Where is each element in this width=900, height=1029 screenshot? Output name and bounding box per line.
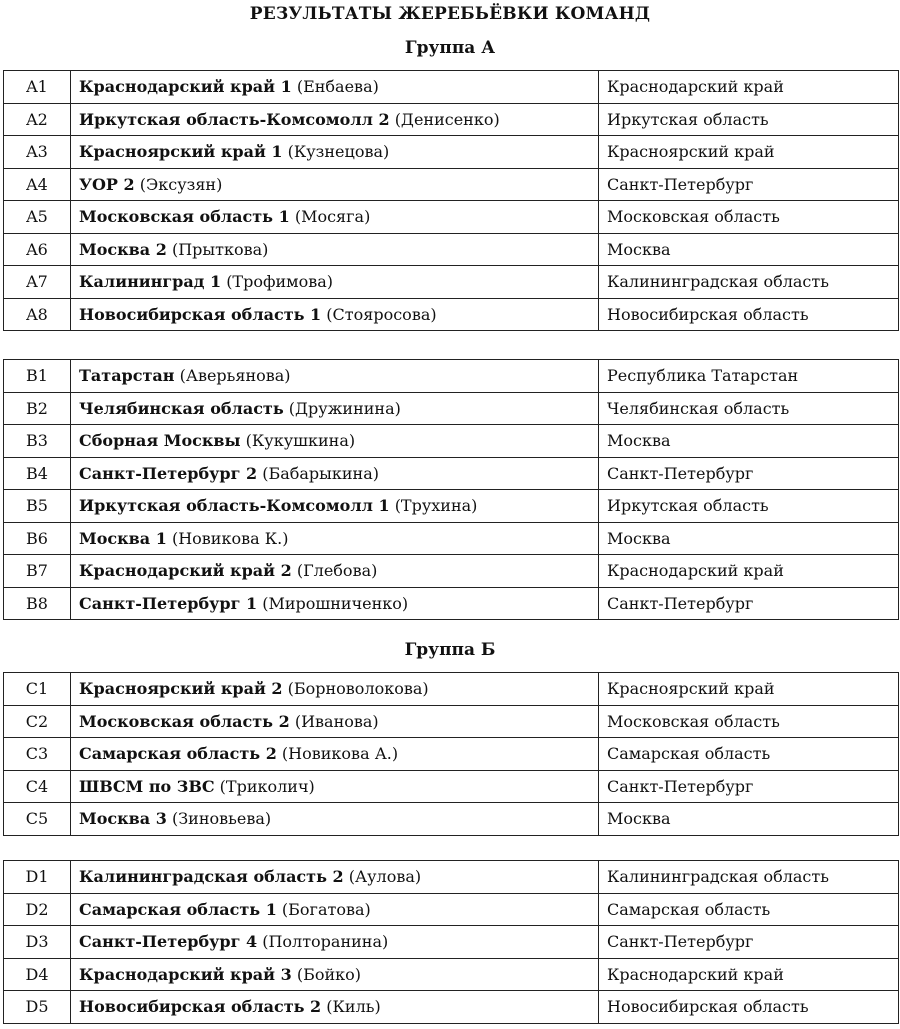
team-cell <box>71 136 599 169</box>
table-row <box>4 705 899 738</box>
team-cell <box>71 392 599 425</box>
team-cell <box>71 991 599 1024</box>
team-name: Краснодарский край 1 <box>79 77 292 97</box>
region-cell: Самарская область <box>599 893 899 926</box>
subgroup-a-table <box>3 70 899 331</box>
table-row <box>4 893 899 926</box>
region-cell: Краснодарский край <box>599 555 899 588</box>
draw-code: C1 <box>4 673 71 706</box>
table-row <box>4 103 899 136</box>
team-name: Санкт-Петербург 1 <box>79 593 258 613</box>
team-cell <box>71 555 599 588</box>
coach-name: (Стояросова) <box>326 304 437 324</box>
table-row <box>4 673 899 706</box>
coach-name: (Кузнецова) <box>287 142 390 162</box>
coach-name: (Денисенко) <box>394 109 500 129</box>
team-name: Москва 2 <box>79 239 167 259</box>
draw-code: A4 <box>4 168 71 201</box>
team-cell <box>71 738 599 771</box>
table-row <box>4 233 899 266</box>
coach-name: (Бабарыкина) <box>262 463 379 483</box>
table-row <box>4 587 899 620</box>
team-name: Краснодарский край 3 <box>79 964 292 984</box>
region-cell: Красноярский край <box>599 136 899 169</box>
draw-code: B2 <box>4 392 71 425</box>
table-row <box>4 958 899 991</box>
coach-name: (Киль) <box>326 997 381 1017</box>
coach-name: (Трухина) <box>394 496 478 516</box>
region-cell: Иркутская область <box>599 490 899 523</box>
coach-name: (Дружинина) <box>288 398 401 418</box>
team-name: Красноярский край 2 <box>79 679 283 699</box>
draw-code: C2 <box>4 705 71 738</box>
draw-code: B7 <box>4 555 71 588</box>
group-a-title: Группа А <box>404 38 496 58</box>
team-name: Москва 3 <box>79 809 167 829</box>
team-name: Иркутская область-Комсомолл 1 <box>79 496 390 516</box>
region-cell: Санкт-Петербург <box>599 457 899 490</box>
team-cell <box>71 803 599 836</box>
team-cell <box>71 770 599 803</box>
table-row <box>4 555 899 588</box>
draw-code: A6 <box>4 233 71 266</box>
region-cell: Санкт-Петербург <box>599 770 899 803</box>
team-name: Новосибирская область 1 <box>79 304 322 324</box>
team-cell <box>71 168 599 201</box>
team-name: Москва 1 <box>79 528 167 548</box>
table-row <box>4 457 899 490</box>
draw-code: D2 <box>4 893 71 926</box>
team-cell <box>71 893 599 926</box>
team-name: ШВСМ по ЗВС <box>79 776 215 796</box>
region-cell: Самарская область <box>599 738 899 771</box>
draw-code: B5 <box>4 490 71 523</box>
region-cell: Москва <box>599 522 899 555</box>
team-name: Иркутская область-Комсомолл 2 <box>79 109 390 129</box>
team-name: Калининградская область 2 <box>79 867 344 887</box>
team-name: Санкт-Петербург 4 <box>79 932 258 952</box>
team-cell <box>71 233 599 266</box>
table-row <box>4 522 899 555</box>
coach-name: (Эксузян) <box>139 174 223 194</box>
team-cell <box>71 71 599 104</box>
table-row <box>4 991 899 1024</box>
coach-name: (Енбаева) <box>296 77 379 97</box>
region-cell: Калининградская область <box>599 266 899 299</box>
table-row <box>4 360 899 393</box>
team-name: Сборная Москвы <box>79 431 241 451</box>
team-name: Красноярский край 1 <box>79 142 283 162</box>
coach-name: (Богатова) <box>281 899 371 919</box>
coach-name: (Полторанина) <box>262 932 389 952</box>
coach-name: (Прыткова) <box>171 239 269 259</box>
region-cell: Краснодарский край <box>599 958 899 991</box>
team-name: Московская область 1 <box>79 207 290 227</box>
draw-code: A3 <box>4 136 71 169</box>
coach-name: (Борноволокова) <box>287 679 429 699</box>
table-row <box>4 168 899 201</box>
region-cell: Краснодарский край <box>599 71 899 104</box>
team-name: Татарстан <box>79 366 175 386</box>
coach-name: (Кукушкина) <box>245 431 356 451</box>
region-cell: Калининградская область <box>599 861 899 894</box>
table-row <box>4 392 899 425</box>
region-cell: Санкт-Петербург <box>599 926 899 959</box>
team-cell <box>71 490 599 523</box>
document-title: РЕЗУЛЬТАТЫ ЖЕРЕБЬЁВКИ КОМАНД <box>249 4 651 24</box>
region-cell: Красноярский край <box>599 673 899 706</box>
team-name: Московская область 2 <box>79 711 290 731</box>
coach-name: (Зиновьева) <box>171 809 272 829</box>
coach-name: (Триколич) <box>219 776 315 796</box>
region-cell: Санкт-Петербург <box>599 168 899 201</box>
coach-name: (Новикова А.) <box>281 744 399 764</box>
draw-code: A7 <box>4 266 71 299</box>
draw-code: A5 <box>4 201 71 234</box>
table-row <box>4 803 899 836</box>
region-cell: Москва <box>599 233 899 266</box>
team-cell <box>71 861 599 894</box>
team-name: Новосибирская область 2 <box>79 997 322 1017</box>
draw-code: D5 <box>4 991 71 1024</box>
region-cell: Москва <box>599 425 899 458</box>
table-row <box>4 298 899 331</box>
region-cell: Новосибирская область <box>599 298 899 331</box>
draw-code: D3 <box>4 926 71 959</box>
team-cell <box>71 705 599 738</box>
coach-name: (Аверьянова) <box>179 366 291 386</box>
team-cell <box>71 103 599 136</box>
team-name: Челябинская область <box>79 398 284 418</box>
subgroup-d-table <box>3 860 899 1024</box>
team-name: Краснодарский край 2 <box>79 561 292 581</box>
draw-code: B1 <box>4 360 71 393</box>
team-cell <box>71 360 599 393</box>
region-cell: Москва <box>599 803 899 836</box>
team-name: УОР 2 <box>79 174 135 194</box>
coach-name: (Бойко) <box>296 964 361 984</box>
team-cell <box>71 926 599 959</box>
draw-code: D4 <box>4 958 71 991</box>
team-name: Самарская область 2 <box>79 744 277 764</box>
team-name: Самарская область 1 <box>79 899 277 919</box>
table-row <box>4 861 899 894</box>
table-row <box>4 201 899 234</box>
subgroup-c-table <box>3 672 899 836</box>
draw-code: A1 <box>4 71 71 104</box>
table-row <box>4 266 899 299</box>
coach-name: (Трофимова) <box>226 272 334 292</box>
team-cell <box>71 457 599 490</box>
table-row <box>4 490 899 523</box>
region-cell: Челябинская область <box>599 392 899 425</box>
table-row <box>4 738 899 771</box>
draw-code: B3 <box>4 425 71 458</box>
region-cell: Санкт-Петербург <box>599 587 899 620</box>
team-cell <box>71 266 599 299</box>
coach-name: (Новикова К.) <box>171 528 289 548</box>
subgroup-b-table <box>3 359 899 620</box>
region-cell: Республика Татарстан <box>599 360 899 393</box>
region-cell: Новосибирская область <box>599 991 899 1024</box>
coach-name: (Мосяга) <box>294 207 371 227</box>
draw-code: C5 <box>4 803 71 836</box>
region-cell: Иркутская область <box>599 103 899 136</box>
draw-code: C4 <box>4 770 71 803</box>
draw-code: D1 <box>4 861 71 894</box>
draw-code: B4 <box>4 457 71 490</box>
team-cell <box>71 522 599 555</box>
team-cell <box>71 673 599 706</box>
table-row <box>4 770 899 803</box>
team-name: Калининград 1 <box>79 272 222 292</box>
group-b-title: Группа Б <box>404 640 496 660</box>
table-row <box>4 926 899 959</box>
team-cell <box>71 958 599 991</box>
draw-code: A2 <box>4 103 71 136</box>
table-row <box>4 425 899 458</box>
table-row <box>4 71 899 104</box>
coach-name: (Глебова) <box>296 561 378 581</box>
draw-code: B8 <box>4 587 71 620</box>
table-row <box>4 136 899 169</box>
coach-name: (Мирошниченко) <box>262 593 409 613</box>
coach-name: (Иванова) <box>294 711 379 731</box>
draw-code: C3 <box>4 738 71 771</box>
team-cell <box>71 425 599 458</box>
coach-name: (Аулова) <box>348 867 422 887</box>
region-cell: Московская область <box>599 201 899 234</box>
team-cell <box>71 298 599 331</box>
team-cell <box>71 587 599 620</box>
region-cell: Московская область <box>599 705 899 738</box>
draw-code: B6 <box>4 522 71 555</box>
team-name: Санкт-Петербург 2 <box>79 463 258 483</box>
team-cell <box>71 201 599 234</box>
draw-code: A8 <box>4 298 71 331</box>
